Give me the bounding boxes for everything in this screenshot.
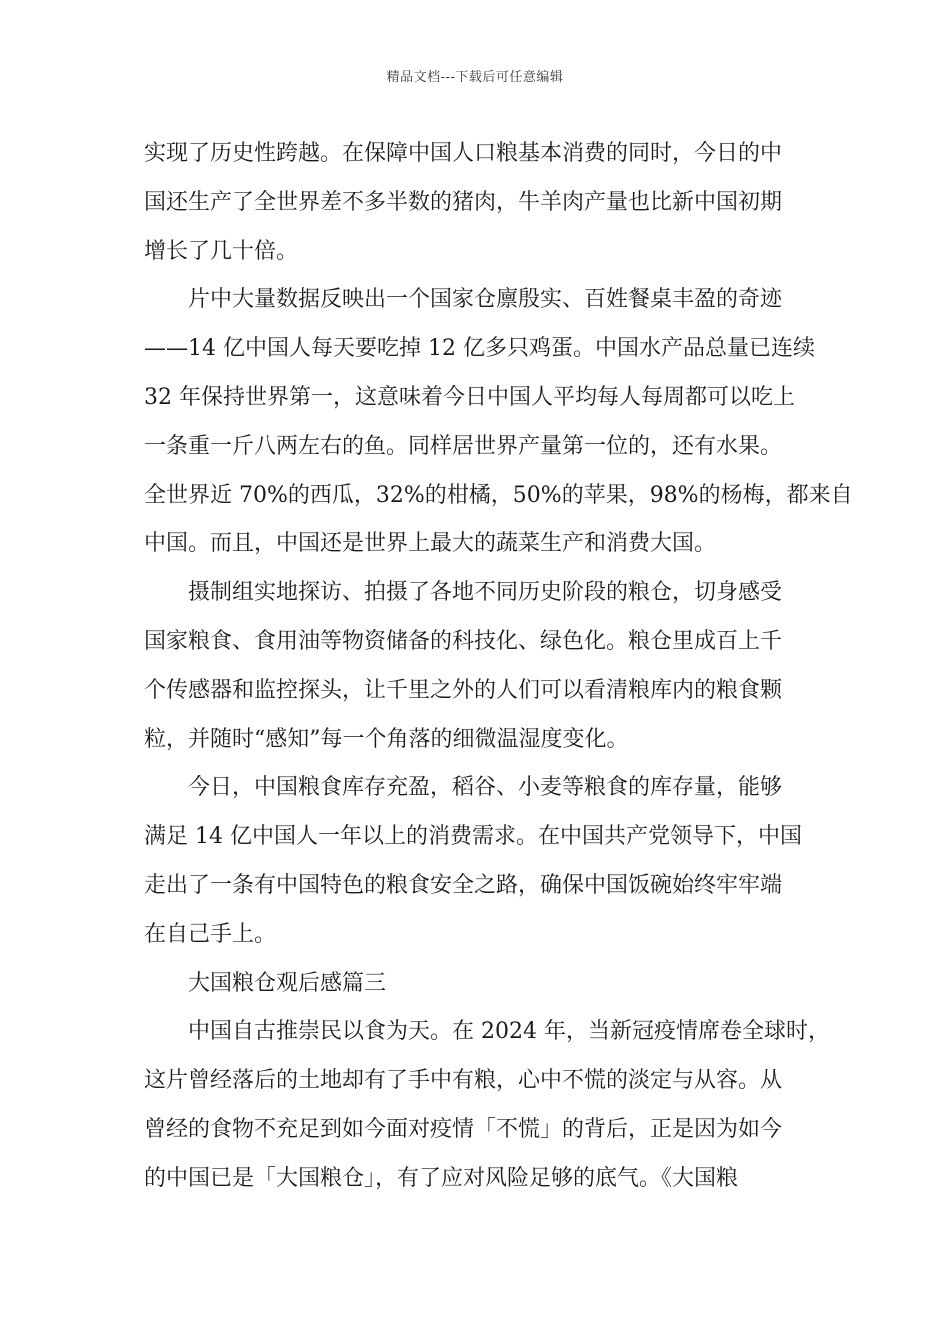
section-heading-text: 大国粮仓观后感篇三 — [188, 970, 387, 996]
paragraph-line: 实现了历史性跨越。在保障中国人口粮基本消费的同时，今日的中 — [144, 141, 783, 166]
paragraph-line: 增长了几十倍。 — [144, 238, 299, 264]
paragraph-3 — [144, 569, 812, 764]
paragraph-4 — [144, 764, 812, 959]
paragraph-1 — [144, 130, 812, 276]
paragraph-line: 曾经的食物不充足到如今面对疫情「不慌」的背后，正是因为如今 — [144, 1116, 783, 1142]
paragraph-line: 满足 14 亿中国人一年以上的消费需求。在中国共产党领导下，中国 — [144, 824, 802, 850]
paragraph-line: 全世界近 70%的西瓜，32%的柑橘，50%的苹果，98%的杨梅，都来自 — [144, 482, 853, 508]
paragraph-line: 粒，并随时“感知”每一个角落的细微温湿度变化。 — [144, 726, 629, 752]
paragraph-line: 中国。而且，中国还是世界上最大的蔬菜生产和消费大国。 — [144, 531, 717, 557]
paragraph-line: 今日，中国粮食库存充盈，稻谷、小麦等粮食的库存量，能够 — [188, 775, 783, 801]
paragraph-line: 国家粮食、食用油等物资储备的科技化、绿色化。粮仓里成百上千 — [144, 628, 783, 654]
section-heading — [144, 960, 812, 1009]
paragraph-line: 一条重一斤八两左右的鱼。同样居世界产量第一位的，还有水果。 — [144, 433, 783, 459]
paragraph-line: 摄制组实地探访、拍摄了各地不同历史阶段的粮仓，切身感受 — [188, 580, 783, 606]
paragraph-line: ——14 亿中国人每天要吃掉 12 亿多只鸡蛋。中国水产品总量已连续 — [144, 336, 815, 362]
paragraph-5 — [144, 1008, 830, 1203]
paragraph-line: 在自己手上。 — [144, 921, 277, 947]
paragraph-line: 国还生产了全世界差不多半数的猪肉，牛羊肉产量也比新中国初期 — [144, 189, 783, 215]
paragraph-line: 32 年保持世界第一，这意味着今日中国人平均每人每周都可以吃上 — [144, 384, 795, 410]
paragraph-line: 这片曾经落后的土地却有了手中有粮，心中不慌的淡定与从容。从 — [144, 1068, 783, 1094]
paragraph-line: 走出了一条有中国特色的粮食安全之路，确保中国饭碗始终牢牢端 — [144, 872, 783, 898]
paragraph-line: 片中大量数据反映出一个国家仓廪殷实、百姓餐桌丰盈的奇迹 — [188, 287, 783, 313]
paragraph-line: 的中国已是「大国粮仓」，有了应对风险足够的底气。《大国粮 — [144, 1165, 739, 1191]
page-header: 精品文档---下载后可任意编辑 — [386, 70, 564, 85]
paragraph-line: 个传感器和监控探头，让千里之外的人们可以看清粮库内的粮食颗 — [144, 677, 783, 703]
paragraph-line: 中国自古推崇民以食为天。在 2024 年，当新冠疫情席卷全球时， — [188, 1019, 830, 1045]
paragraph-2 — [144, 276, 853, 569]
document-body — [144, 130, 853, 1204]
